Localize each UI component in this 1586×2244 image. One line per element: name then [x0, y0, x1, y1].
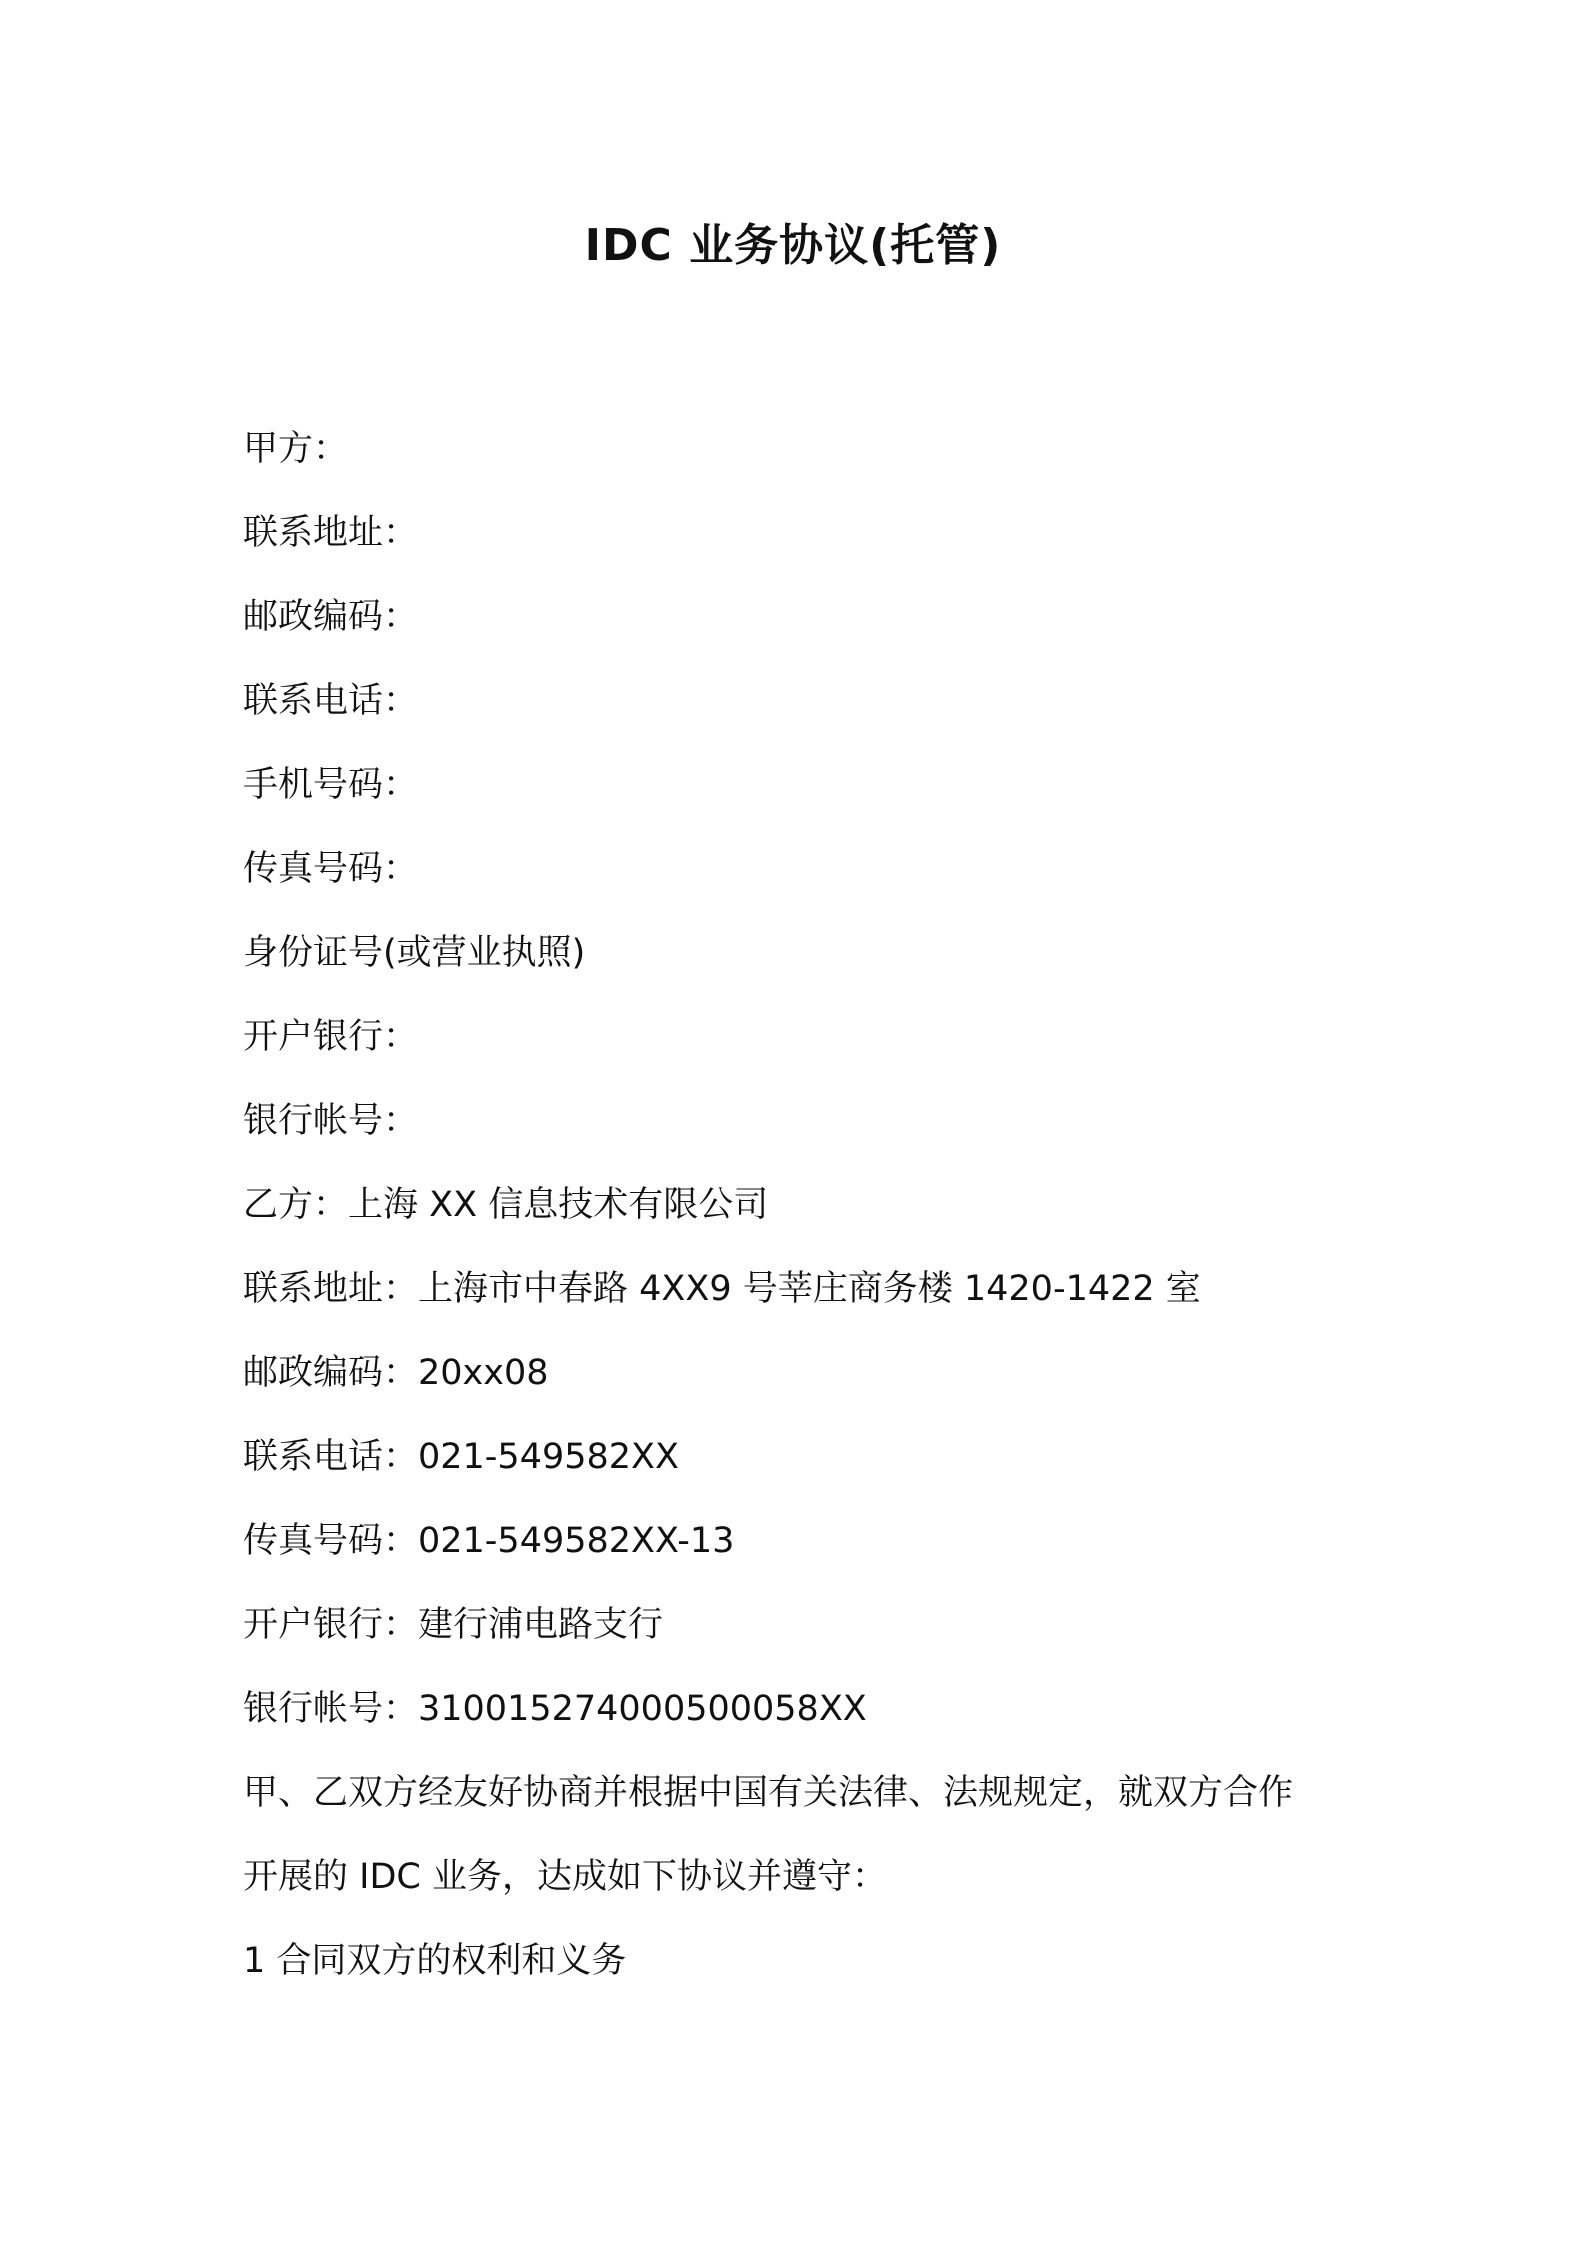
party-a-address-field: 联系地址： — [243, 513, 419, 553]
party-a-id-field: 身份证号(或营业执照) — [243, 933, 586, 973]
document-body — [243, 407, 1363, 2003]
party-a-bank-field: 开户银行： — [243, 1017, 419, 1057]
party-b-fax-field: 传真号码：021-549582XX-13 — [243, 1521, 735, 1561]
party-b-bank-field: 开户银行：建行浦电路支行 — [243, 1605, 664, 1645]
party-a-fax-field: 传真号码： — [243, 849, 419, 889]
party-a-postcode-field: 邮政编码： — [243, 597, 419, 637]
party-b-postcode-field: 邮政编码：20xx08 — [243, 1353, 549, 1393]
agreement-paragraph-line-2: 开展的 IDC 业务，达成如下协议并遵守： — [243, 1857, 887, 1897]
party-b-name-field: 乙方：上海 XX 信息技术有限公司 — [243, 1185, 769, 1225]
document-title: IDC 业务协议(托管) — [584, 220, 1002, 271]
section-heading: 1 合同双方的权利和义务 — [243, 1941, 627, 1981]
party-a-phone-field: 联系电话： — [243, 681, 419, 721]
party-a-mobile-field: 手机号码： — [243, 765, 419, 805]
party-b-phone-field: 联系电话：021-549582XX — [243, 1437, 679, 1477]
agreement-paragraph-line-1: 甲、乙双方经友好协商并根据中国有关法律、法规规定，就双方合作 — [243, 1773, 1294, 1813]
party-a-account-field: 银行帐号： — [243, 1101, 419, 1141]
party-b-address-field: 联系地址：上海市中春路 4XX9 号莘庄商务楼 1420-1422 室 — [243, 1269, 1201, 1309]
party-a-name-field: 甲方： — [243, 429, 349, 469]
party-b-account-field: 银行帐号：310015274000500058XX — [243, 1689, 867, 1729]
